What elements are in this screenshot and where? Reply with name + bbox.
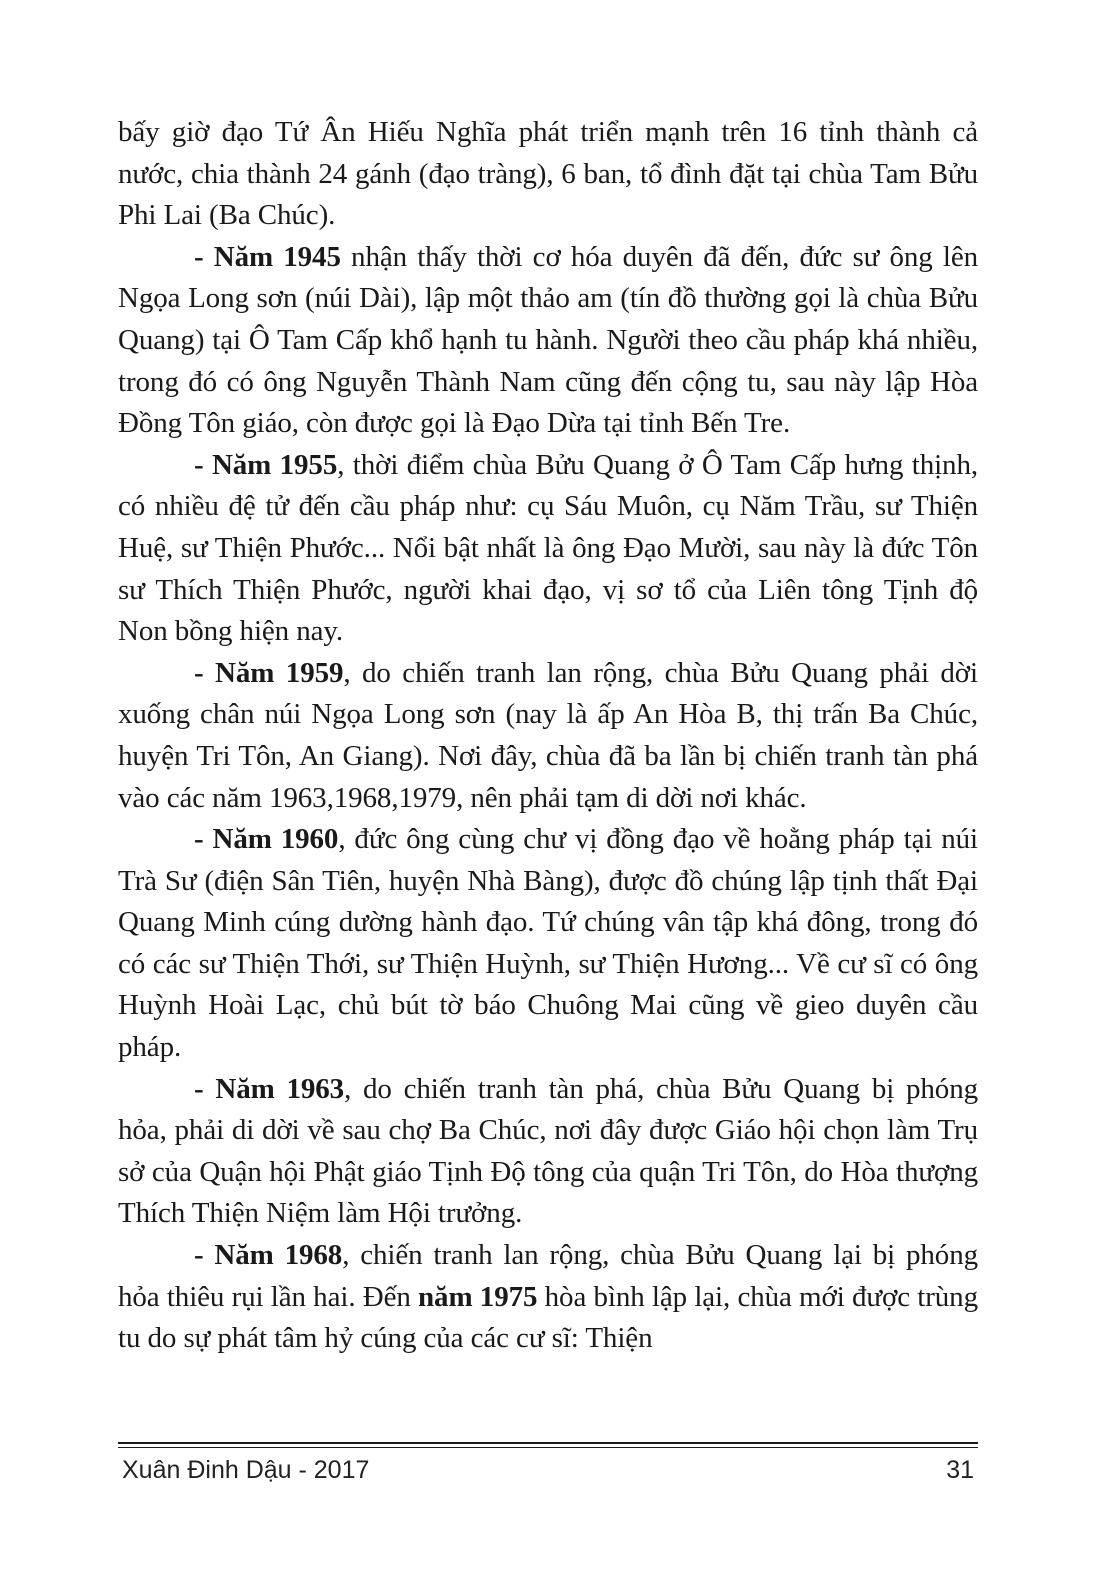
paragraph-text: , đức ông cùng chư vị đồng đạo về hoằng pháp tại núi Trà Sư (điện Sân Tiên, huyện Nhà Bàng), được đồ chúng lập tịnh thất Đại Quang Minh cúng dường hành đạo. Tứ chúng vân tập khá đông, trong đó có các sư Thiện Thới, sư Thiện Huỳnh, sư Thiện Hương... Về cư sĩ có ông Huỳnh Hoài Lạc, chủ bút tờ báo Chuông Mai cũng về gieo duyên cầu pháp. — [118, 823, 978, 1064]
page-number: 31 — [946, 1456, 974, 1484]
paragraph-text: , chiến tranh lan rộng, chùa Bửu Quang lại bị phóng hỏa thiêu rụi lần hai. Đến — [118, 1239, 978, 1313]
paragraph — [118, 112, 978, 237]
paragraph-text: , do chiến tranh tàn phá, chùa Bửu Quang bị phóng hỏa, phải di dời về sau chợ Ba Chúc, nơi đây được Giáo hội chọn làm Trụ sở của Quận hội Phật giáo Tịnh Độ tông của quận Tri Tôn, do Hòa thượng Thích Thiện Niệm làm Hội trưởng. — [118, 1072, 978, 1230]
paragraph — [118, 237, 978, 445]
footer-rule — [118, 1442, 978, 1448]
paragraph-text: hòa bình lập lại, chùa mới được trùng tu do sự phát tâm hỷ cúng của các cư sĩ: Thiện — [118, 1280, 978, 1355]
paragraph-text: , thời điểm chùa Bửu Quang ở Ô Tam Cấp hưng thịnh, có nhiều đệ tử đến cầu pháp như: cụ Sáu Muôn, cụ Năm Trầu, sư Thiện Huệ, sư Thiện Phước... Nổi bật nhất là ông Đạo Mười, sau này là đức Tôn sư Thích Thiện Phước, người khai đạo, vị sơ tổ của Liên tông Tịnh độ Non bồng hiện nay. — [118, 448, 978, 648]
paragraph — [118, 1069, 978, 1235]
paragraph — [118, 819, 978, 1069]
year-heading: - Năm 1960 — [194, 823, 339, 856]
paragraph-text: bấy giờ đạo Tứ Ân Hiếu Nghĩa phát triển mạnh trên 16 tỉnh thành cả nước, chia thành 24 gánh (đạo tràng), 6 ban, tổ đình đặt tại chùa Tam Bửu Phi Lai (Ba Chúc). — [118, 116, 978, 232]
page-footer — [118, 1456, 978, 1492]
paragraph-text: , do chiến tranh lan rộng, chùa Bửu Quang phải dời xuống chân núi Ngọa Long sơn (nay là ấp An Hòa B, thị trấn Ba Chúc, huyện Tri Tôn, An Giang). Nơi đây, chùa đã ba lần bị chiến tranh tàn phá vào các năm 1963,1968,1979, nên phải tạm di dời nơi khác. — [118, 656, 978, 814]
year-heading: - Năm 1955 — [194, 448, 338, 481]
year-heading: năm 1975 — [418, 1280, 538, 1313]
paragraph — [118, 1235, 978, 1360]
year-heading: - Năm 1968 — [194, 1239, 343, 1272]
footer-issue-title: Xuân Đinh Dậu - 2017 — [122, 1456, 370, 1484]
page-body — [118, 112, 978, 1360]
paragraph — [118, 445, 978, 653]
paragraph — [118, 653, 978, 819]
year-heading: - Năm 1959 — [194, 656, 344, 689]
paragraph-text: nhận thấy thời cơ hóa duyên đã đến, đức sư ông lên Ngọa Long sơn (núi Dài), lập một thảo am (tín đồ thường gọi là chùa Bửu Quang) tại Ô Tam Cấp khổ hạnh tu hành. Người theo cầu pháp khá nhiều, trong đó có ông Nguyễn Thành Nam cũng đến cộng tu, sau này lập Hòa Đồng Tôn giáo, còn được gọi là Đạo Dừa tại tỉnh Bến Tre. — [118, 240, 978, 440]
year-heading: - Năm 1945 — [194, 240, 341, 273]
year-heading: - Năm 1963 — [194, 1072, 345, 1105]
